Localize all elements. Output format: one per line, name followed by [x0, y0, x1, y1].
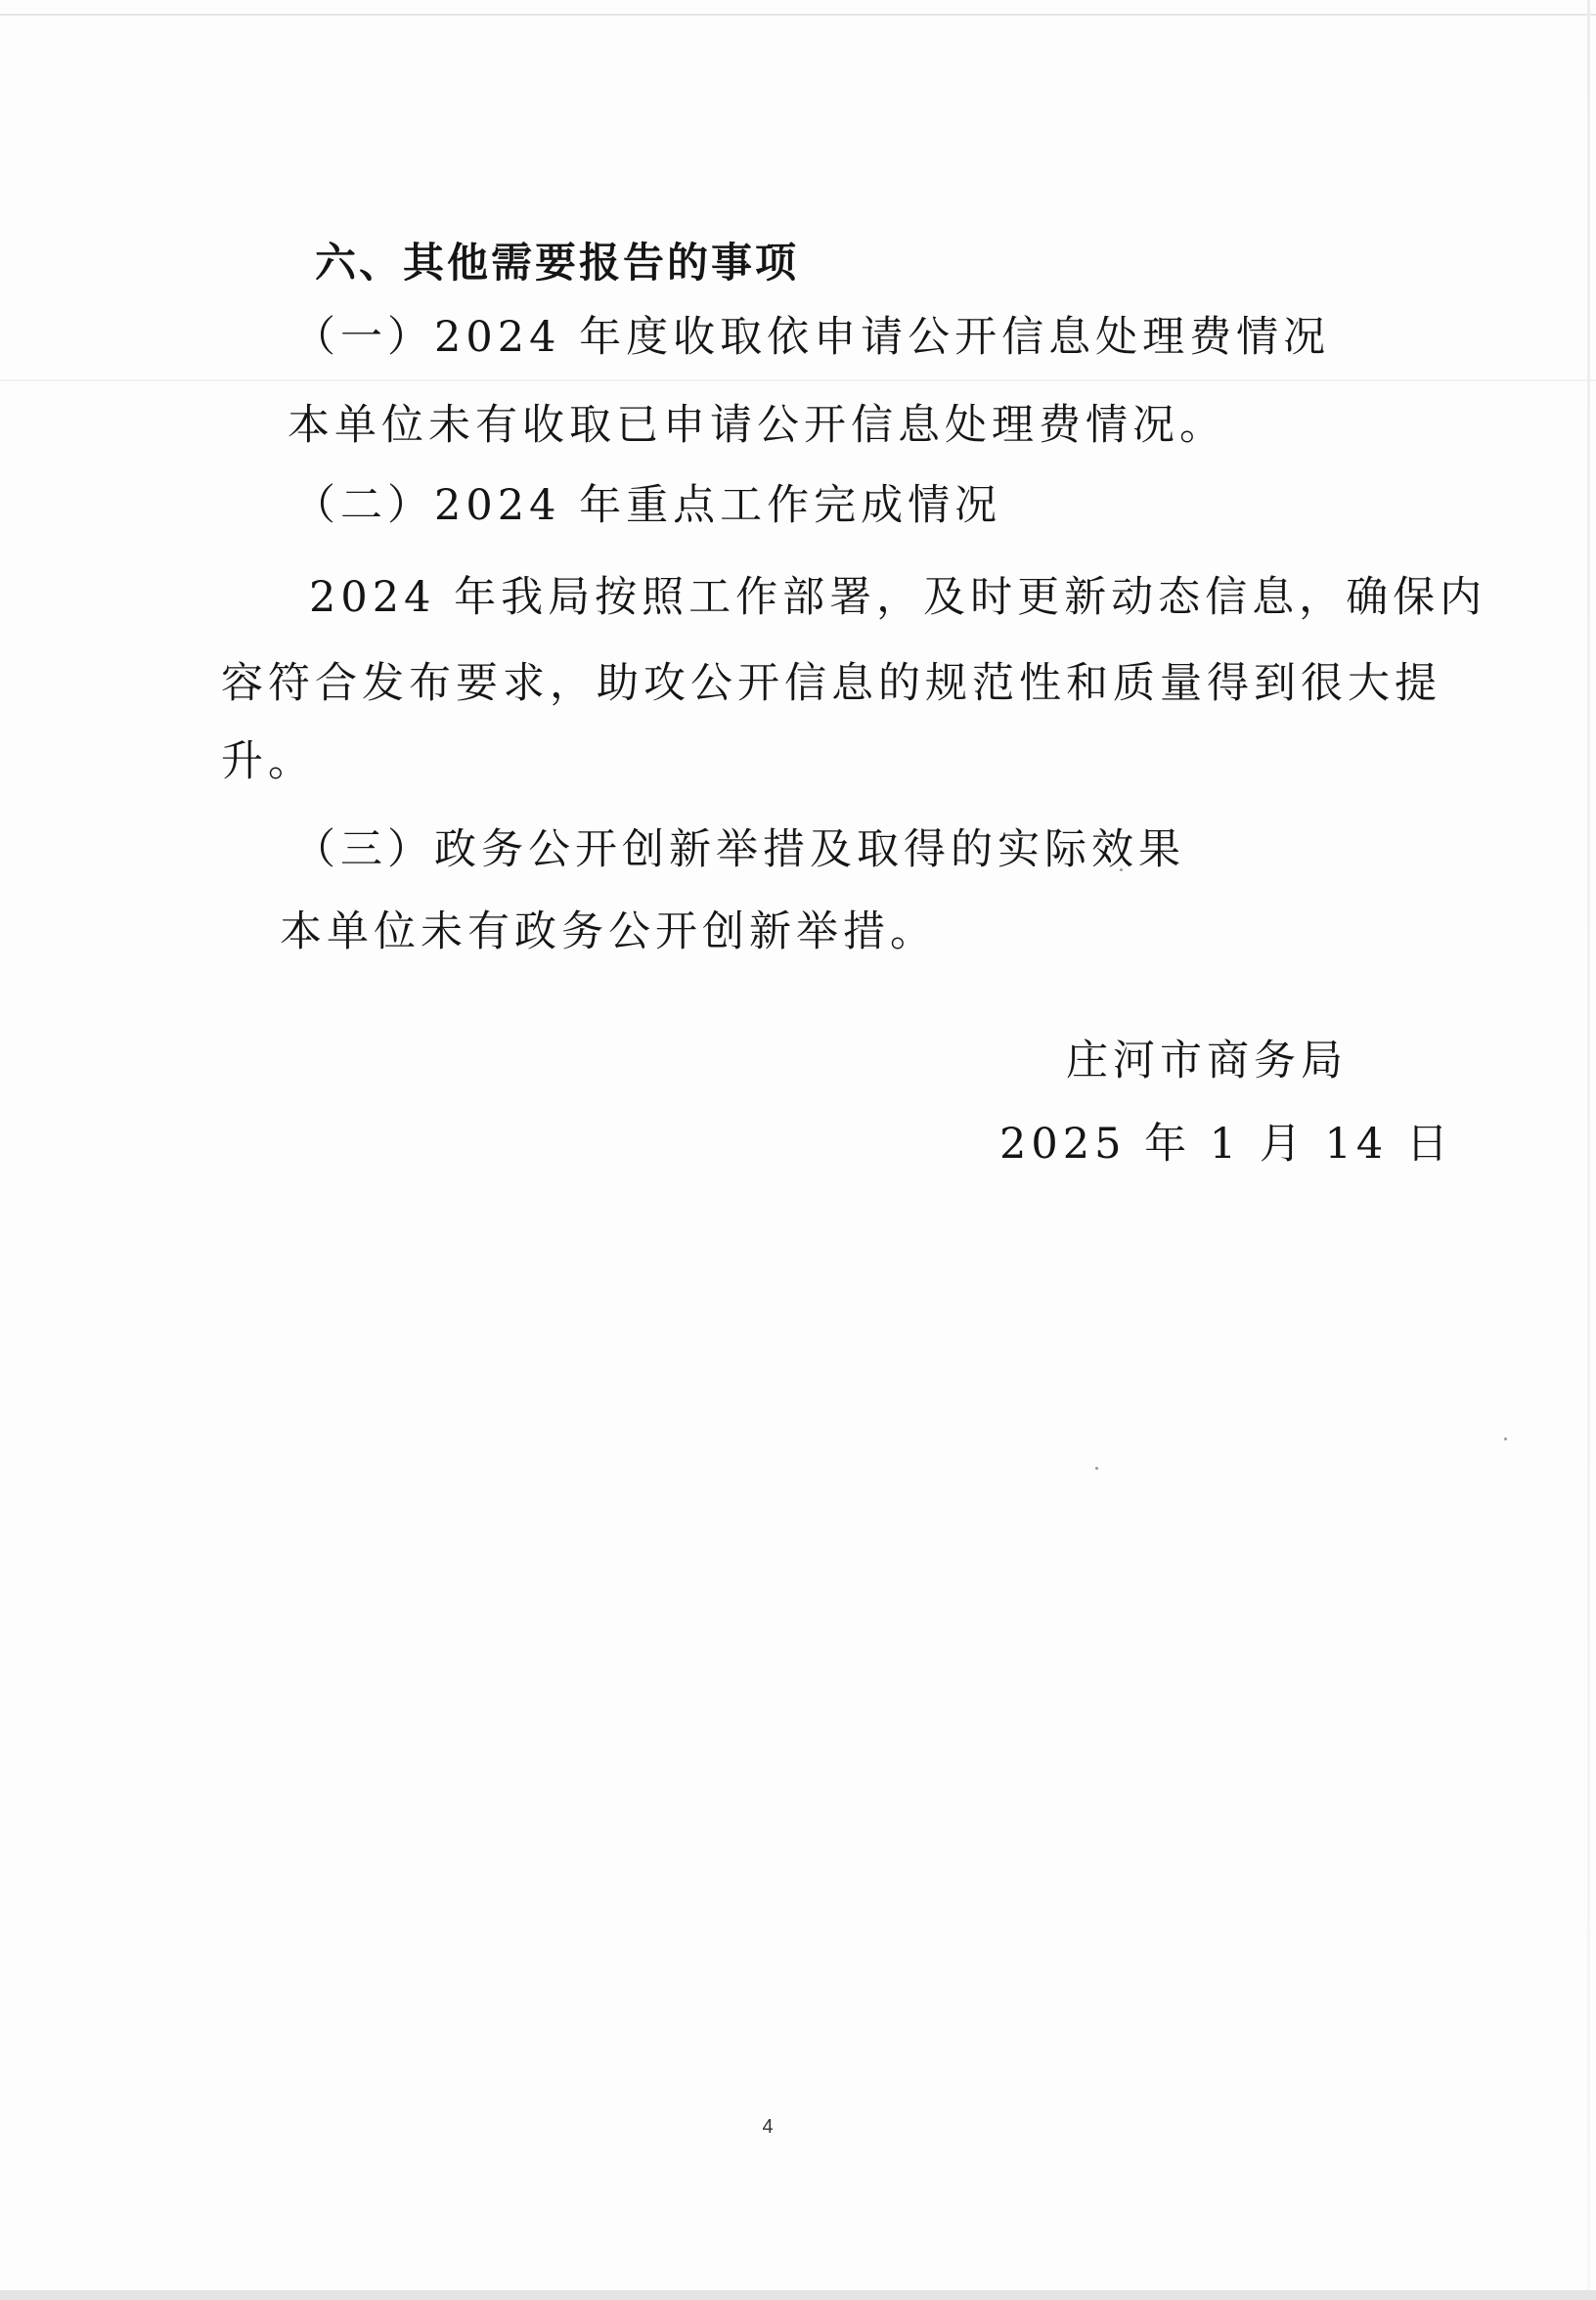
scan-speck [1504, 1438, 1507, 1440]
scan-artifact-line [0, 379, 1596, 381]
subsection-1-heading: （一）2024 年度收取依申请公开信息处理费情况 [293, 313, 1331, 362]
section-heading: 六、其他需要报告的事项 [315, 239, 800, 287]
scan-artifact-edge [1587, 0, 1590, 2300]
subsection-2-body-line: 升。 [221, 737, 315, 786]
subsection-2-heading: （二）2024 年重点工作完成情况 [293, 481, 1002, 530]
scan-artifact-top [0, 14, 1596, 16]
page-number: 4 [762, 2116, 774, 2138]
scan-speck [1095, 1467, 1098, 1470]
signature-organization: 庄河市商务局 [1066, 1037, 1348, 1085]
signature-date: 2025 年 1 月 14 日 [999, 1120, 1453, 1169]
scan-artifact-bottom [0, 2290, 1596, 2300]
subsection-3-heading: （三）政务公开创新举措及取得的实际效果 [293, 825, 1185, 874]
subsection-1-body: 本单位未有收取已申请公开信息处理费情况。 [288, 401, 1226, 450]
subsection-2-body-line: 容符合发布要求，助攻公开信息的规范性和质量得到很大提 [221, 659, 1441, 708]
subsection-3-body: 本单位未有政务公开创新举措。 [280, 907, 937, 956]
subsection-2-body-line: 2024 年我局按照工作部署，及时更新动态信息，确保内 [309, 573, 1487, 622]
